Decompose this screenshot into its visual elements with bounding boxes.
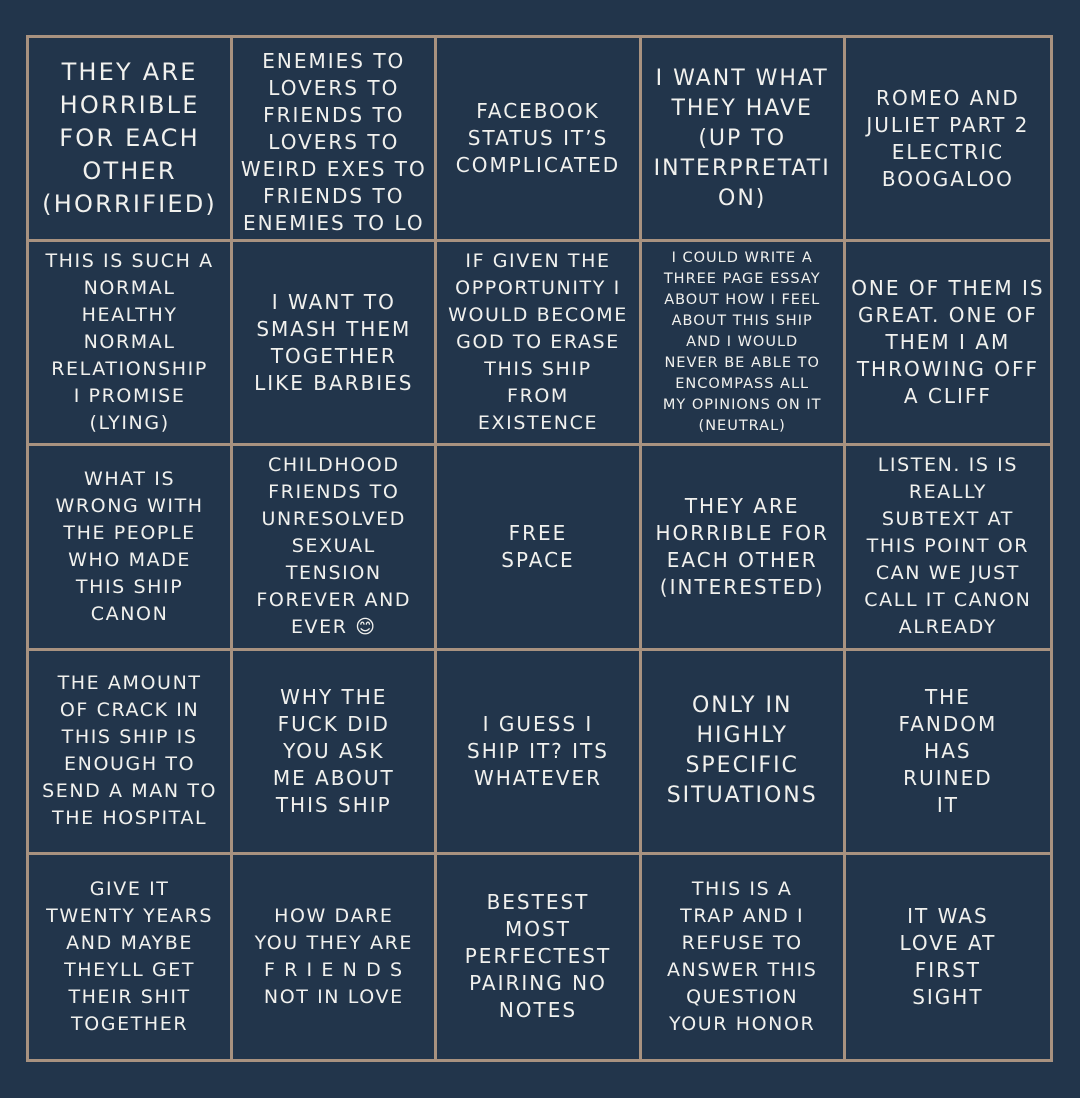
bingo-cell[interactable] bbox=[437, 242, 641, 446]
bingo-board bbox=[26, 35, 1053, 1062]
bingo-cell[interactable] bbox=[642, 38, 846, 242]
cell-text: CHILDHOOD FRIENDS TO UNRESOLVED SEXUAL TENSION FOREVER AND EVER 😊 bbox=[256, 454, 412, 639]
cell-text: ONLY IN HIGHLY SPECIFIC SITUATIONS bbox=[666, 693, 818, 809]
cell-text: I GUESS I SHIP IT? ITS WHATEVER bbox=[467, 711, 609, 790]
cell-text: IT WAS LOVE AT FIRST SIGHT bbox=[899, 903, 997, 1009]
cell-text: ROMEO AND JULIET PART 2 ELECTRIC BOOGALOO bbox=[866, 85, 1030, 191]
cell-text: FREE SPACE bbox=[501, 520, 575, 572]
cell-text: ONE OF THEM IS GREAT. ONE OF THEM I AM THROWING OFF A CLIFF bbox=[851, 276, 1045, 409]
bingo-cell[interactable] bbox=[29, 242, 233, 446]
bingo-cell[interactable] bbox=[233, 38, 437, 242]
bingo-cell[interactable] bbox=[29, 38, 233, 242]
cell-text: I COULD WRITE A THREE PAGE ESSAY ABOUT HOW I FEEL ABOUT THIS SHIP AND I WOULD NEVER BE ABLE TO ENCOMPASS ALL MY OPINIONS ON IT (NEUTRAL) bbox=[662, 250, 822, 435]
cell-text: THEY ARE HORRIBLE FOR EACH OTHER (INTERESTED) bbox=[655, 493, 829, 599]
bingo-cell[interactable] bbox=[233, 651, 437, 855]
bingo-cell[interactable] bbox=[437, 38, 641, 242]
bingo-cell[interactable] bbox=[846, 446, 1050, 650]
cell-text: I WANT TO SMASH THEM TOGETHER LIKE BARBIES bbox=[254, 289, 414, 395]
bingo-cell[interactable] bbox=[233, 446, 437, 650]
bingo-cell[interactable] bbox=[642, 242, 846, 446]
bingo-cell[interactable] bbox=[29, 855, 233, 1059]
cell-text: ENEMIES TO LOVERS TO FRIENDS TO LOVERS TO WEIRD EXES TO FRIENDS TO ENEMIES TO LO bbox=[240, 49, 427, 235]
bingo-cell[interactable] bbox=[437, 855, 641, 1059]
bingo-cell[interactable] bbox=[846, 38, 1050, 242]
bingo-cell[interactable] bbox=[29, 651, 233, 855]
free-space-cell[interactable] bbox=[437, 446, 641, 650]
cell-text: GIVE IT TWENTY YEARS AND MAYBE THEYLL GET THEIR SHIT TOGETHER bbox=[46, 877, 214, 1035]
bingo-cell[interactable] bbox=[642, 855, 846, 1059]
bingo-cell[interactable] bbox=[642, 651, 846, 855]
bingo-cell[interactable] bbox=[233, 242, 437, 446]
cell-text: BESTEST MOST PERFECTEST PAIRING NO NOTES bbox=[464, 890, 612, 1023]
cell-text: HOW DARE YOU THEY ARE F R I E N D S NOT IN LOVE bbox=[254, 904, 413, 1008]
bingo-cell[interactable] bbox=[233, 855, 437, 1059]
cell-text: FACEBOOK STATUS IT’S COMPLICATED bbox=[455, 99, 621, 178]
bingo-cell[interactable] bbox=[437, 651, 641, 855]
cell-text: WHY THE FUCK DID YOU ASK ME ABOUT THIS SHIP bbox=[272, 684, 395, 817]
cell-text: THEY ARE HORRIBLE FOR EACH OTHER (HORRIFIED) bbox=[42, 58, 217, 219]
cell-text: THE FANDOM HAS RUINED IT bbox=[898, 684, 998, 817]
bingo-cell[interactable] bbox=[846, 651, 1050, 855]
bingo-cell[interactable] bbox=[29, 446, 233, 650]
bingo-cell[interactable] bbox=[846, 855, 1050, 1059]
cell-text: THIS IS A TRAP AND I REFUSE TO ANSWER THIS QUESTION YOUR HONOR bbox=[666, 877, 818, 1035]
cell-text: LISTEN. IS IS REALLY SUBTEXT AT THIS POINT OR CAN WE JUST CALL IT CANON ALREADY bbox=[864, 454, 1032, 639]
cell-text: THE AMOUNT OF CRACK IN THIS SHIP IS ENOUGH TO SEND A MAN TO THE HOSPITAL bbox=[42, 672, 218, 830]
cell-text: IF GIVEN THE OPPORTUNITY I WOULD BECOME GOD TO ERASE THIS SHIP FROM EXISTENCE bbox=[448, 250, 628, 435]
cell-text: THIS IS SUCH A NORMAL HEALTHY NORMAL RELATIONSHIP I PROMISE (LYING) bbox=[45, 250, 214, 435]
cell-text: WHAT IS WRONG WITH THE PEOPLE WHO MADE THIS SHIP CANON bbox=[55, 467, 204, 625]
bingo-cell[interactable] bbox=[846, 242, 1050, 446]
bingo-cell[interactable] bbox=[642, 446, 846, 650]
cell-text: I WANT WHAT THEY HAVE (UP TO INTERPRETATI ON) bbox=[653, 65, 831, 211]
